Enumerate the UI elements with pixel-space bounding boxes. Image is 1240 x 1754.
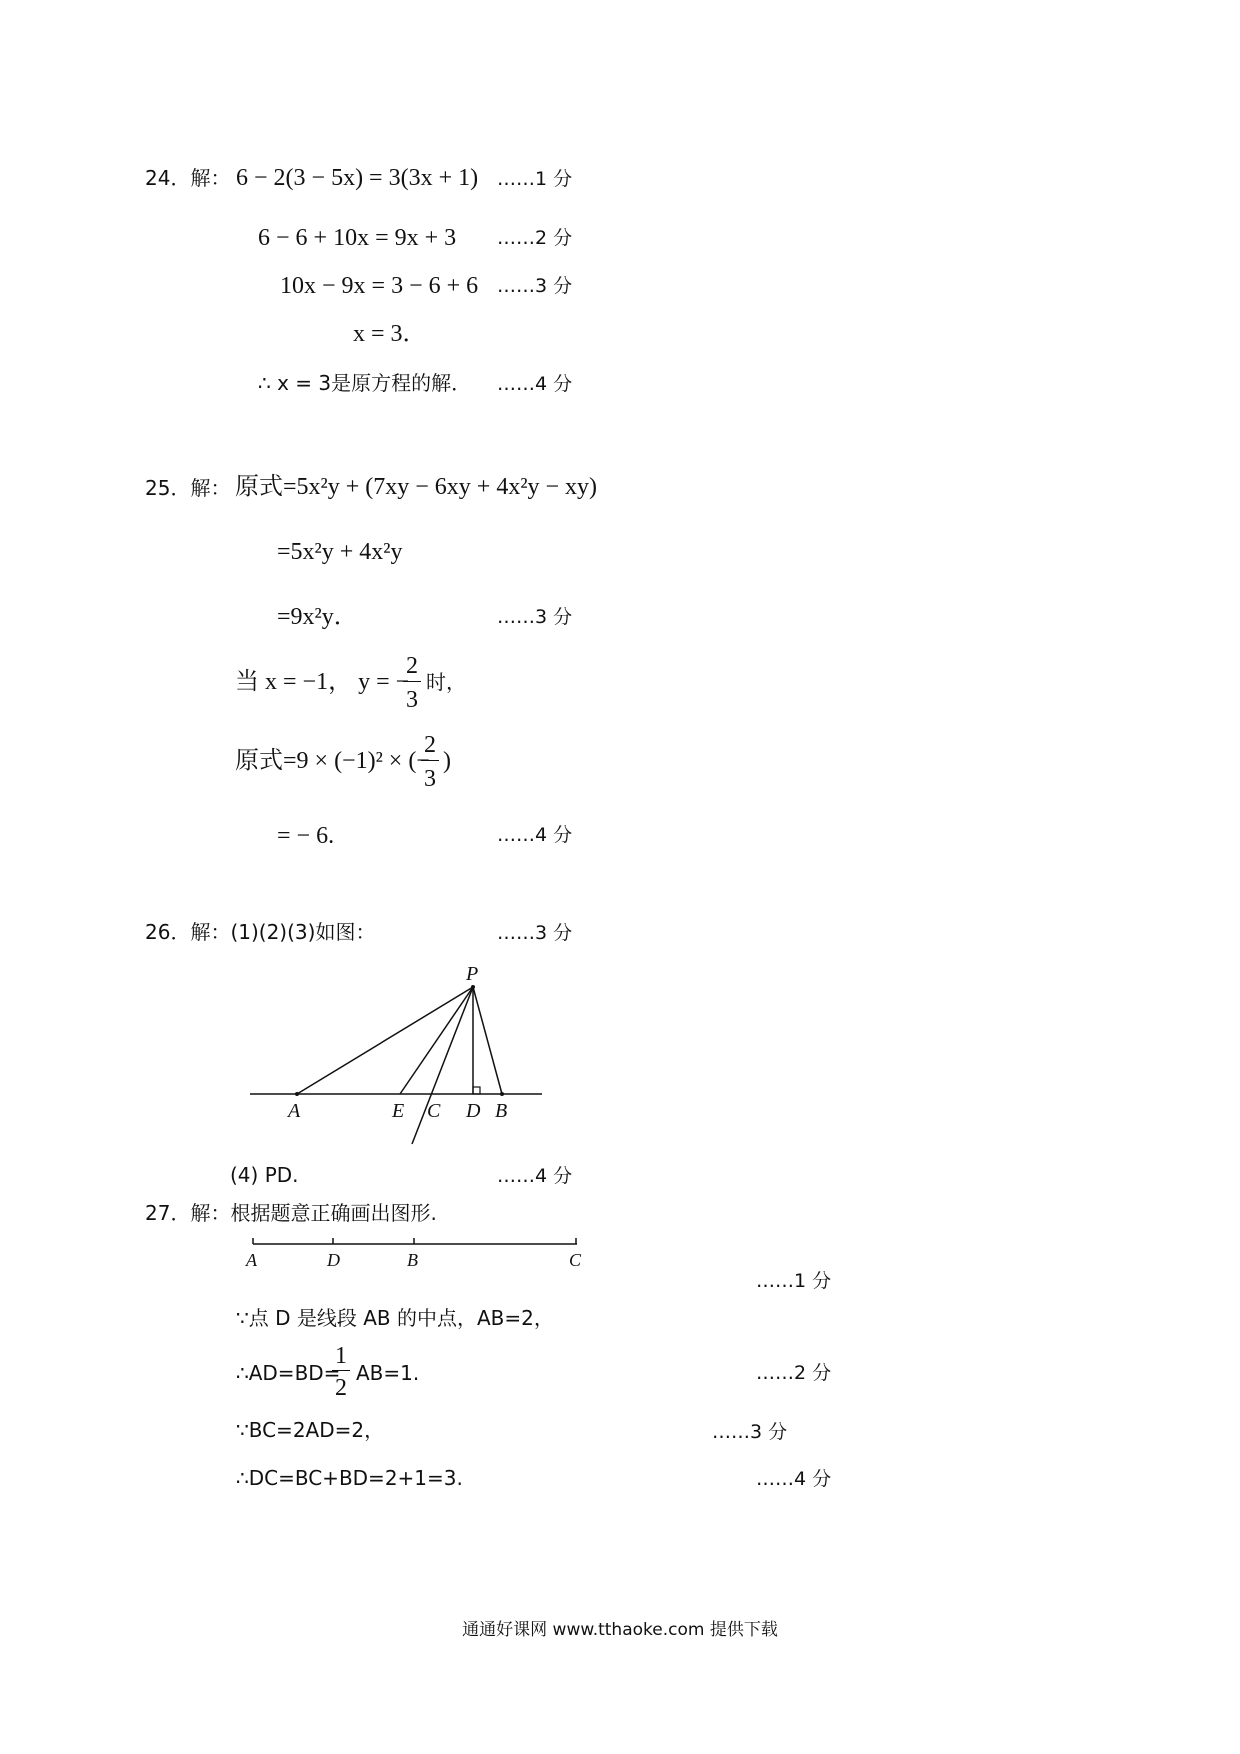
- q27-line-5: ∴DC=BC+BD=2+1=3.: [236, 1466, 463, 1490]
- q27-label-c: C: [569, 1250, 582, 1270]
- q25-eq-2: =5x²y + 4x²y: [277, 539, 403, 565]
- q27-frac-den: 2: [335, 1375, 347, 1401]
- q26-label-e: E: [392, 1100, 405, 1122]
- q24-score-1: ……1 分: [497, 168, 573, 190]
- q26-label-b: B: [495, 1100, 508, 1122]
- q26-answer-4: (4) PD.: [230, 1163, 299, 1187]
- q26-ray-pc: [412, 987, 473, 1144]
- q24-eq-1: 6 − 2(3 − 5x) = 3(3x + 1): [236, 165, 479, 191]
- q26-score-2: ……4 分: [497, 1165, 573, 1187]
- q25-score-3: ……3 分: [497, 606, 573, 628]
- q26-segment-pe: [400, 987, 473, 1094]
- q25-eq-4-post: 时，: [426, 670, 466, 694]
- q26-segment-pb: [473, 987, 502, 1094]
- q27-score-5: ……4 分: [756, 1468, 832, 1490]
- q24-score-3: ……3 分: [497, 275, 573, 297]
- q26-figure: [240, 960, 560, 1160]
- q25-eq-5-pre: 原式=9 × (−1)² × (−: [235, 748, 430, 774]
- q26-point-a: [295, 1092, 299, 1096]
- q25-frac1-den: 3: [406, 687, 418, 713]
- q26-score-1: ……3 分: [497, 922, 573, 944]
- q26-label-p: P: [466, 963, 479, 985]
- q27-line-4: ∵BC=2AD=2，: [236, 1418, 385, 1442]
- q26-label-d: D: [466, 1100, 481, 1122]
- q25-eq-5-post: ): [443, 748, 451, 774]
- q24-eq-3: 10x − 9x = 3 − 6 + 6: [280, 273, 479, 299]
- q26-right-angle-mark: [473, 1087, 480, 1094]
- q26-segment-pa: [297, 987, 473, 1094]
- q24-eq-4: x = 3．: [353, 321, 427, 347]
- q25-frac2-bar: [421, 760, 439, 761]
- q27-line-3-post: AB=1.: [356, 1361, 420, 1385]
- q27-label-d: D: [327, 1250, 340, 1270]
- q27-score-4: ……3 分: [712, 1421, 788, 1443]
- q25-eq-6: = − 6.: [277, 823, 335, 849]
- q27-label-a: A: [246, 1250, 257, 1270]
- q25-eq-1: 原式=5x²y + (7xy − 6xy + 4x²y − xy): [235, 474, 598, 500]
- q24-score-2: ……2 分: [497, 227, 573, 249]
- q26-label: 26．解：(1)(2)(3)如图：: [145, 920, 376, 944]
- q26-point-b: [500, 1092, 504, 1096]
- q27-frac-num: 1: [335, 1343, 347, 1369]
- q24-score-5: ……4 分: [497, 373, 573, 395]
- q25-frac1-num: 2: [406, 653, 418, 679]
- q24-label: 24．解：: [145, 166, 231, 190]
- q27-line-3-pre: ∴AD=BD=: [236, 1361, 341, 1385]
- q26-label-a: A: [288, 1100, 301, 1122]
- q24-conclusion: ∴ x = 3是原方程的解．: [258, 371, 472, 395]
- q26-point-p: [471, 985, 475, 989]
- q27-line-2: ∵点 D 是线段 AB 的中点，AB=2，: [236, 1306, 554, 1330]
- q25-frac2-den: 3: [424, 766, 436, 792]
- q27-score-3: ……2 分: [756, 1362, 832, 1384]
- q25-score-6: ……4 分: [497, 824, 573, 846]
- q27-frac-bar: [332, 1370, 350, 1371]
- q27-label-b: B: [407, 1250, 418, 1270]
- page-footer: 通通好课网 www.tthaoke.com 提供下载: [462, 1620, 778, 1640]
- q25-frac2-num: 2: [424, 732, 436, 758]
- q24-eq-2: 6 − 6 + 10x = 9x + 3: [258, 225, 457, 251]
- q26-label-c: C: [427, 1100, 441, 1122]
- q27-score-1: ……1 分: [756, 1270, 832, 1292]
- q25-eq-3: =9x²y．: [277, 604, 358, 630]
- q27-label: 27．解：根据题意正确画出图形.: [145, 1201, 437, 1225]
- q25-label: 25．解：: [145, 476, 231, 500]
- q25-eq-4-pre: 当 x = −1， y = −: [235, 669, 410, 695]
- q25-frac1-bar: [403, 681, 421, 682]
